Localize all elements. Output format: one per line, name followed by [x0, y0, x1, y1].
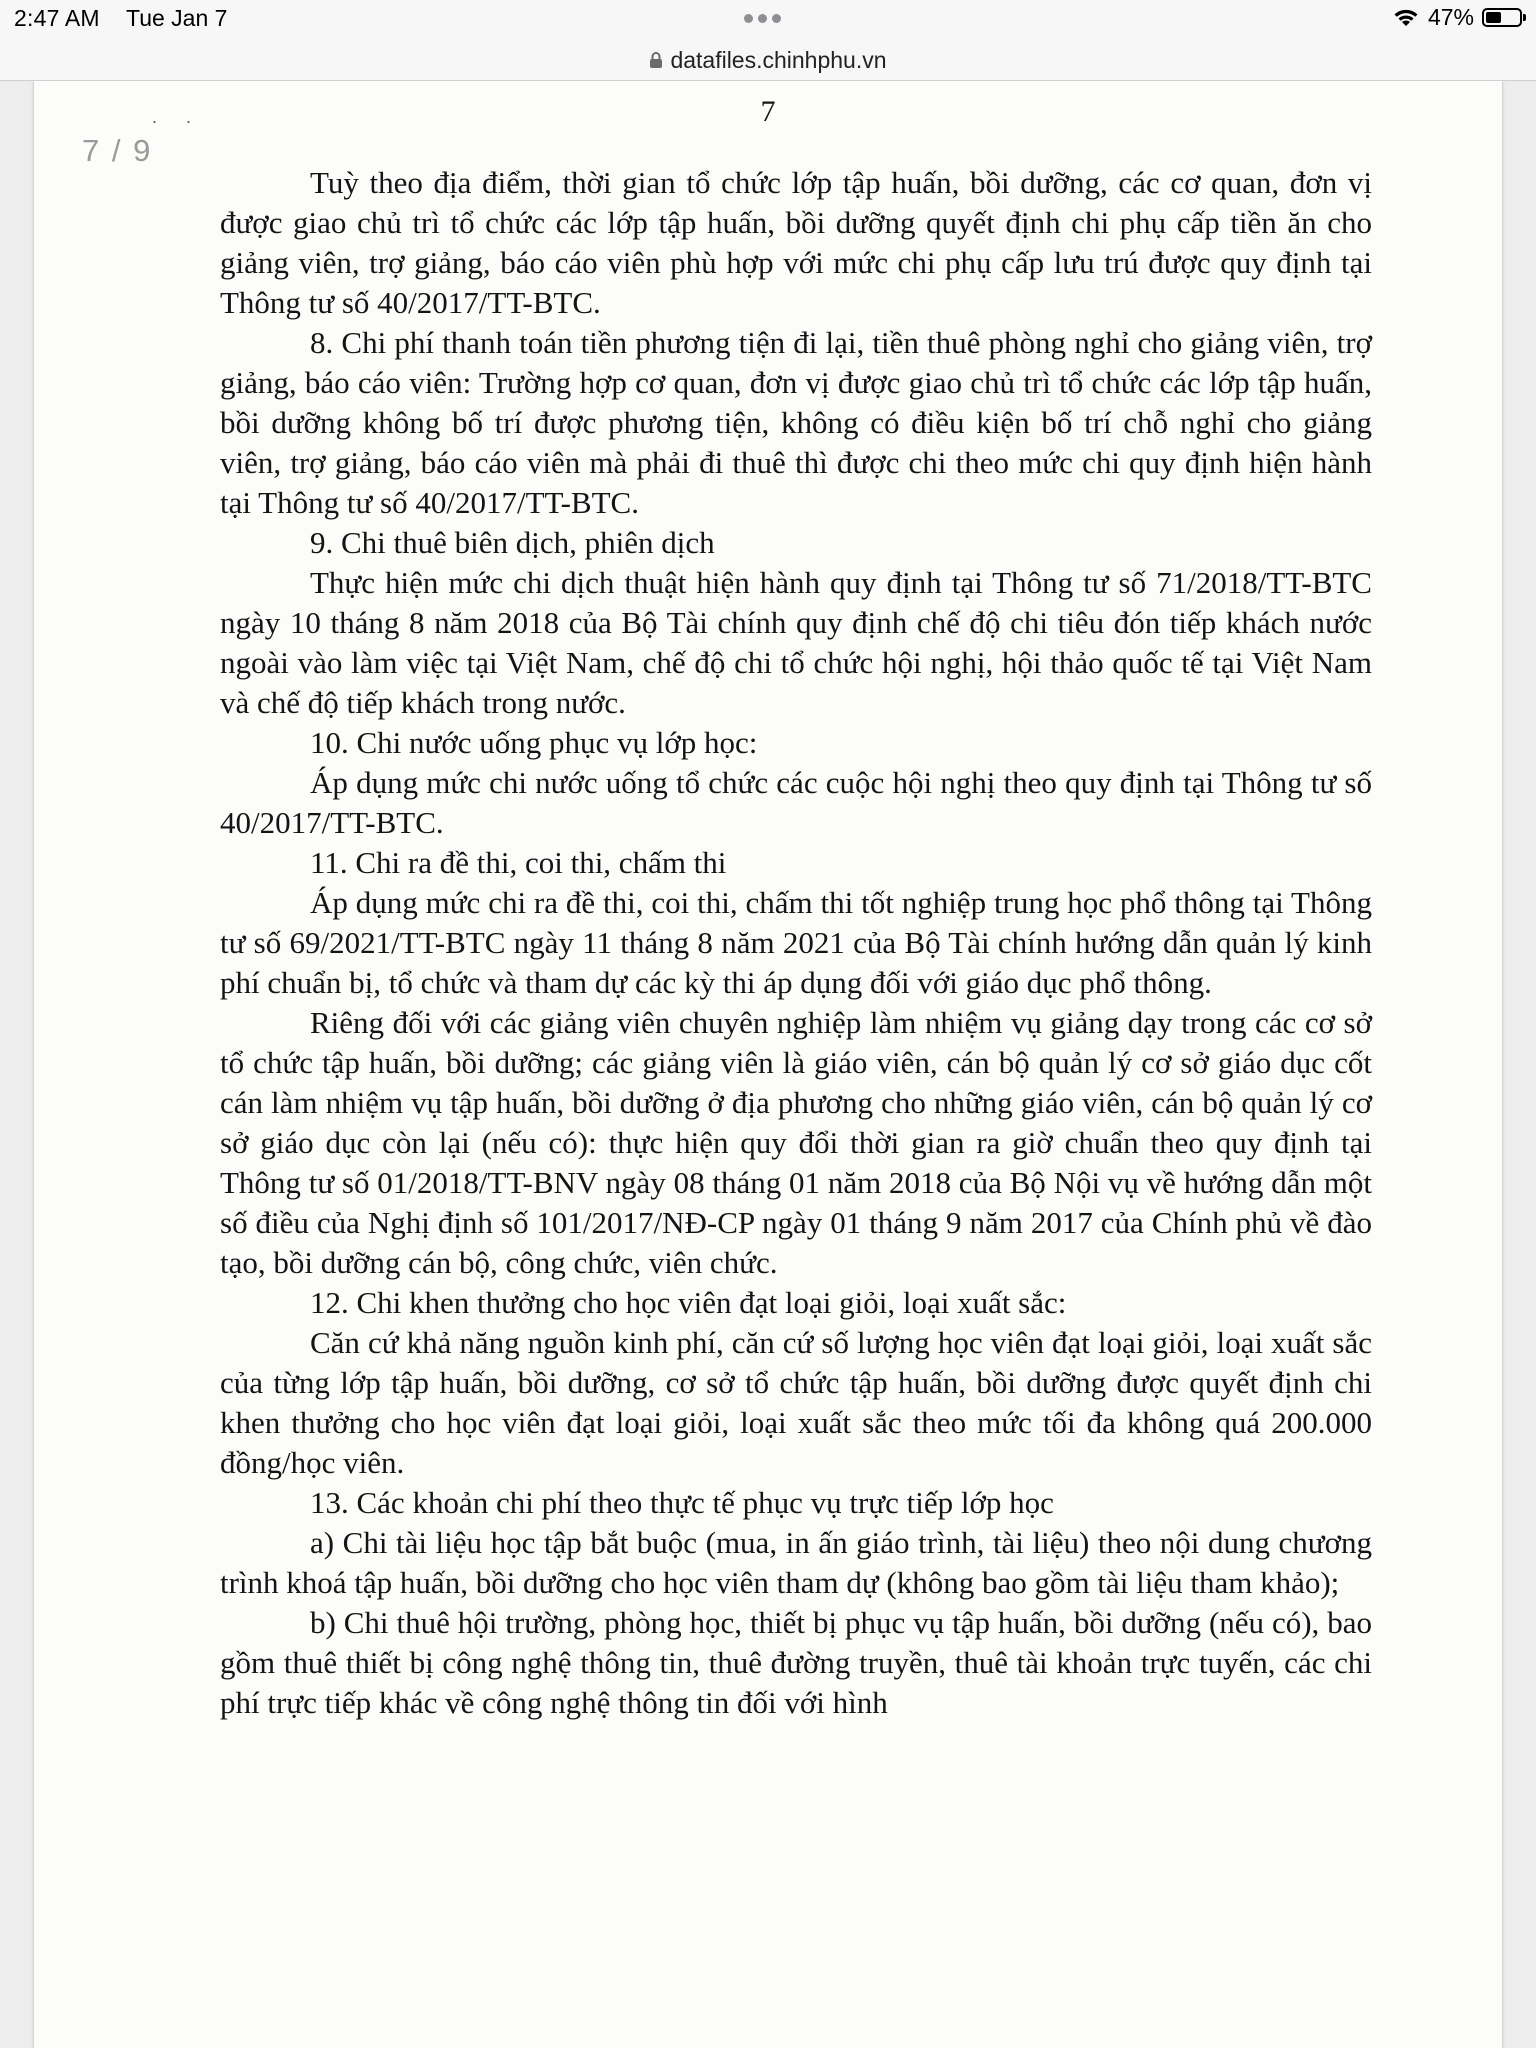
- paragraph: Căn cứ khả năng nguồn kinh phí, căn cứ số lượng học viên đạt loại giỏi, loại xuất sắc của từng lớp tập huấn, bồi dưỡng, cơ sở tổ chức tập huấn, bồi dưỡng được quyết định chi khen thưởng cho học viên đạt loại giỏi, loại xuất sắc theo mức tối đa không quá 200.000 đồng/học viên.: [220, 1325, 1372, 1480]
- status-bar: [0, 0, 1536, 40]
- battery-icon: [1482, 8, 1522, 27]
- url-text[interactable]: datafiles.chinhphu.vn: [670, 46, 887, 73]
- paragraph: a) Chi tài liệu học tập bắt buộc (mua, in ấn giáo trình, tài liệu) theo nội dung chương trình khoá tập huấn, bồi dưỡng cho học viên tham dự (không bao gồm tài liệu tham khảo);: [220, 1525, 1372, 1600]
- paragraph: 8. Chi phí thanh toán tiền phương tiện đi lại, tiền thuê phòng nghỉ cho giảng viên, trợ giảng, báo cáo viên: Trường hợp cơ quan, đơn vị được giao chủ trì tổ chức các lớp tập huấn, bồi dưỡng không bố trí được phương tiện, không có điều kiện bố trí chỗ nghỉ cho giảng viên, trợ giảng, báo cáo viên mà phải đi thuê thì được chi theo mức chi quy định hiện hành tại Thông tư số 40/2017/TT-BTC.: [220, 325, 1372, 520]
- battery-level-fill: [1486, 12, 1501, 23]
- paragraph: Áp dụng mức chi nước uống tổ chức các cuộc hội nghị theo quy định tại Thông tư số 40/2017/TT-BTC.: [220, 765, 1372, 840]
- page-indicator: 7 / 9: [82, 133, 153, 168]
- section-heading: 11. Chi ra đề thi, coi thi, chấm thi: [310, 845, 727, 880]
- status-indicators: [1392, 4, 1522, 31]
- scan-marks: . .: [152, 107, 204, 127]
- section-heading: 9. Chi thuê biên dịch, phiên dịch: [310, 525, 715, 560]
- battery-percent: 47%: [1427, 4, 1474, 30]
- paragraph: Áp dụng mức chi ra đề thi, coi thi, chấm thi tốt nghiệp trung học phổ thông tại Thông tư số 69/2021/TT-BTC ngày 11 tháng 8 năm 2021 của Bộ Tài chính hướng dẫn quản lý kinh phí chuẩn bị, tổ chức và tham dự các kỳ thi áp dụng đối với giáo dục phổ thông.: [220, 885, 1372, 1000]
- paragraph: Thực hiện mức chi dịch thuật hiện hành quy định tại Thông tư số 71/2018/TT-BTC ngày 10 tháng 8 năm 2018 của Bộ Tài chính quy định chế độ chi tiêu đón tiếp khách nước ngoài vào làm việc tại Việt Nam, chế độ chi tổ chức hội nghị, hội thảo quốc tế tại Việt Nam và chế độ tiếp khách trong nước.: [220, 565, 1372, 720]
- address-bar[interactable]: [0, 40, 1536, 81]
- multitasking-dots-icon[interactable]: [744, 14, 781, 23]
- status-date: Tue Jan 7: [126, 5, 228, 31]
- pdf-viewer[interactable]: [0, 81, 1536, 2048]
- document-page: [34, 81, 1502, 2048]
- paragraph: Riêng đối với các giảng viên chuyên nghiệp làm nhiệm vụ giảng dạy trong các cơ sở tổ chức tập huấn, bồi dưỡng; các giảng viên là giáo viên, cán bộ quản lý cơ sở giáo dục cốt cán làm nhiệm vụ tập huấn, bồi dưỡng ở địa phương cho những giáo viên, cán bộ quản lý cơ sở giáo dục còn lại (nếu có): thực hiện quy đổi thời gian ra giờ chuẩn theo quy định tại Thông tư số 01/2018/TT-BNV ngày 08 tháng 01 năm 2018 của Bộ Nội vụ về hướng dẫn một số điều của Nghị định số 101/2017/NĐ-CP ngày 01 tháng 9 năm 2017 của Chính phủ về đào tạo, bồi dưỡng cán bộ, công chức, viên chức.: [220, 1005, 1372, 1280]
- page-number: 7: [760, 95, 776, 128]
- paragraph: Tuỳ theo địa điểm, thời gian tổ chức lớp tập huấn, bồi dưỡng, các cơ quan, đơn vị được giao chủ trì tổ chức các lớp tập huấn, bồi dưỡng quyết định chi phụ cấp tiền ăn cho giảng viên, trợ giảng, báo cáo viên phù hợp với mức chi phụ cấp lưu trú được quy định tại Thông tư số 40/2017/TT-BTC.: [220, 165, 1372, 320]
- section-heading: 12. Chi khen thưởng cho học viên đạt loại giỏi, loại xuất sắc:: [310, 1285, 1067, 1320]
- status-time: 2:47 AM: [14, 5, 100, 31]
- wifi-icon: [1392, 7, 1420, 28]
- section-heading: 10. Chi nước uống phục vụ lớp học:: [310, 725, 758, 760]
- paragraph: b) Chi thuê hội trường, phòng học, thiết bị phục vụ tập huấn, bồi dưỡng (nếu có), bao gồm thuê thiết bị công nghệ thông tin, thuê đường truyền, thuê tài khoản trực tuyến, các chi phí trực tiếp khác về công nghệ thông tin đối với hình: [220, 1605, 1372, 1720]
- url-display[interactable]: [649, 47, 886, 74]
- section-heading: 13. Các khoản chi phí theo thực tế phục vụ trực tiếp lớp học: [310, 1485, 1054, 1520]
- document-body: [220, 163, 1372, 1723]
- lock-icon: [649, 51, 663, 69]
